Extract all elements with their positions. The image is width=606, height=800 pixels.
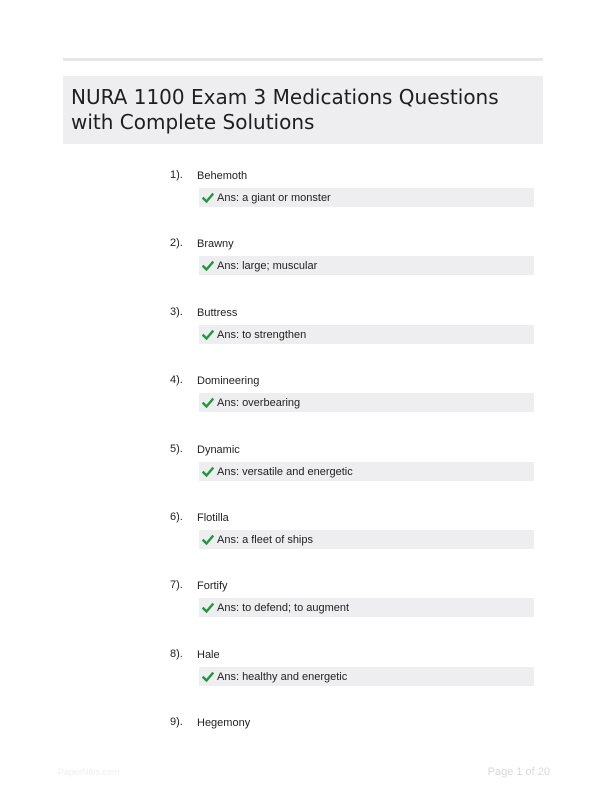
question-item: [0, 373, 606, 433]
answer-text: Ans: healthy and energetic: [217, 670, 348, 683]
check-icon: [202, 466, 214, 478]
answer-text: Ans: a fleet of ships: [217, 533, 313, 546]
question-number: 7).: [170, 579, 183, 591]
answer-box: [199, 393, 534, 412]
check-icon: [202, 671, 214, 683]
question-item: [0, 578, 606, 638]
question-item: [0, 305, 606, 365]
answer-box: [199, 598, 534, 617]
check-icon: [202, 329, 214, 341]
answer-box: [199, 188, 534, 207]
question-item: [0, 647, 606, 707]
document-title: NURA 1100 Exam 3 Medications Questions with Complete Solutions: [71, 85, 499, 134]
question-number: 4).: [170, 374, 183, 386]
question-term: Fortify: [197, 580, 228, 592]
page-indicator: Page 1 of 20: [487, 766, 550, 778]
check-icon: [202, 397, 214, 409]
question-number: 8).: [170, 648, 183, 660]
answer-text: Ans: overbearing: [217, 396, 301, 409]
question-term: Hale: [197, 649, 220, 661]
answer-text: Ans: to defend; to augment: [217, 601, 350, 614]
question-term: Flotilla: [197, 512, 229, 524]
question-number: 1).: [170, 169, 183, 181]
question-item: [0, 442, 606, 502]
answer-box: [199, 667, 534, 686]
question-number: 9).: [170, 716, 183, 728]
answer-box: [199, 325, 534, 344]
answer-box: [199, 530, 534, 549]
question-term: Dynamic: [197, 444, 240, 456]
question-number: 6).: [170, 511, 183, 523]
check-icon: [202, 534, 214, 546]
question-term: Behemoth: [197, 170, 248, 182]
question-term: Hegemony: [197, 717, 251, 729]
answer-text: Ans: to strengthen: [217, 328, 307, 341]
answer-box: [199, 256, 534, 275]
check-icon: [202, 602, 214, 614]
question-number: 3).: [170, 306, 183, 318]
answer-text: Ans: large; muscular: [217, 259, 318, 272]
footer-watermark: PaperNibs.com: [58, 767, 120, 777]
answer-text: Ans: versatile and energetic: [217, 465, 353, 478]
question-term: Domineering: [197, 375, 260, 387]
answer-text: Ans: a giant or monster: [217, 191, 331, 204]
question-item: [0, 236, 606, 296]
question-item: [0, 168, 606, 228]
check-icon: [202, 192, 214, 204]
question-number: 5).: [170, 443, 183, 455]
answer-box: [199, 462, 534, 481]
question-item: [0, 510, 606, 570]
check-icon: [202, 260, 214, 272]
question-term: Brawny: [197, 238, 234, 250]
question-number: 2).: [170, 237, 183, 249]
question-term: Buttress: [197, 307, 238, 319]
